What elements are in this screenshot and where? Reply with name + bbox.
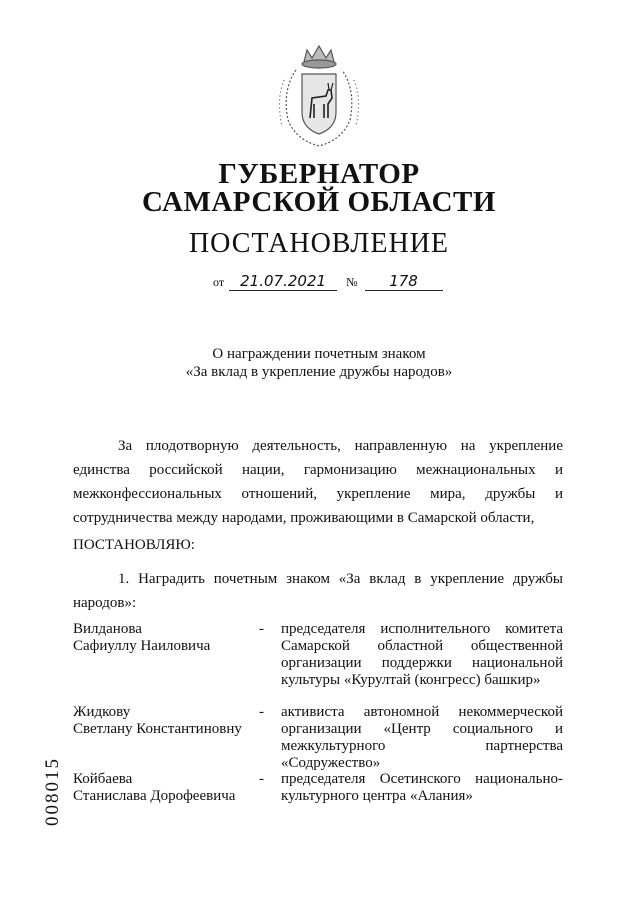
awardee-given-names: Светлану Константиновну bbox=[73, 721, 242, 737]
awardee-surname: Койбаева bbox=[73, 771, 133, 787]
number-prefix: № bbox=[346, 275, 358, 289]
awardee-description: председателя Осетинского национально-культурного центра «Алания» bbox=[281, 771, 563, 804]
dash-separator: - bbox=[259, 704, 264, 720]
awardee-given-names: Сафиуллу Наиловича bbox=[73, 638, 211, 654]
resolve-heading: ПОСТАНОВЛЯЮ: bbox=[73, 537, 195, 553]
awardee-surname: Вилданова bbox=[73, 621, 142, 637]
awardee-name bbox=[73, 704, 258, 738]
dash-separator: - bbox=[259, 621, 264, 637]
document-subject bbox=[0, 345, 638, 381]
dash-separator: - bbox=[259, 771, 264, 787]
subject-line2: «За вклад в укрепление дружбы народов» bbox=[185, 364, 453, 380]
date-number-line bbox=[213, 272, 443, 291]
awardee-given-names: Станислава Дорофеевича bbox=[73, 788, 236, 804]
document-date: 21.07.2021 bbox=[229, 272, 337, 291]
samara-coat-of-arms-icon bbox=[274, 40, 364, 152]
serial-number: 008015 bbox=[42, 757, 63, 826]
awardee-description: активиста автономной некоммерческой организации «Центр социального и межкультурного партнерства «Содружество» bbox=[281, 704, 563, 771]
awardee-name bbox=[73, 621, 258, 655]
issuer-title-line2: САМАРСКОЙ ОБЛАСТИ bbox=[142, 186, 496, 218]
awardee-description: председателя исполнительного комитета Самарской областной общественной организации поддержки национальной культуры «Курултай (конгресс) башкир» bbox=[281, 621, 563, 688]
date-prefix: от bbox=[213, 275, 225, 289]
document-type: ПОСТАНОВЛЕНИЕ bbox=[188, 228, 450, 259]
preamble-paragraph: За плодотворную деятельность, направленную на укрепление единства российской нации, гармонизацию межнациональных и межконфессиональных отношений, укрепление мира, дружбы и сотрудничества между народами, проживающими в Самарской области, bbox=[73, 438, 563, 526]
document-number: 178 bbox=[365, 272, 443, 291]
awardee-surname: Жидкову bbox=[73, 704, 131, 720]
awardee-name bbox=[73, 771, 258, 805]
item1-paragraph: 1. Наградить почетным знаком «За вклад в укрепление дружбы народов»: bbox=[73, 571, 563, 611]
subject-line1: О награждении почетным знаком bbox=[212, 346, 426, 362]
issuer-title-line1: ГУБЕРНАТОР bbox=[218, 158, 420, 190]
